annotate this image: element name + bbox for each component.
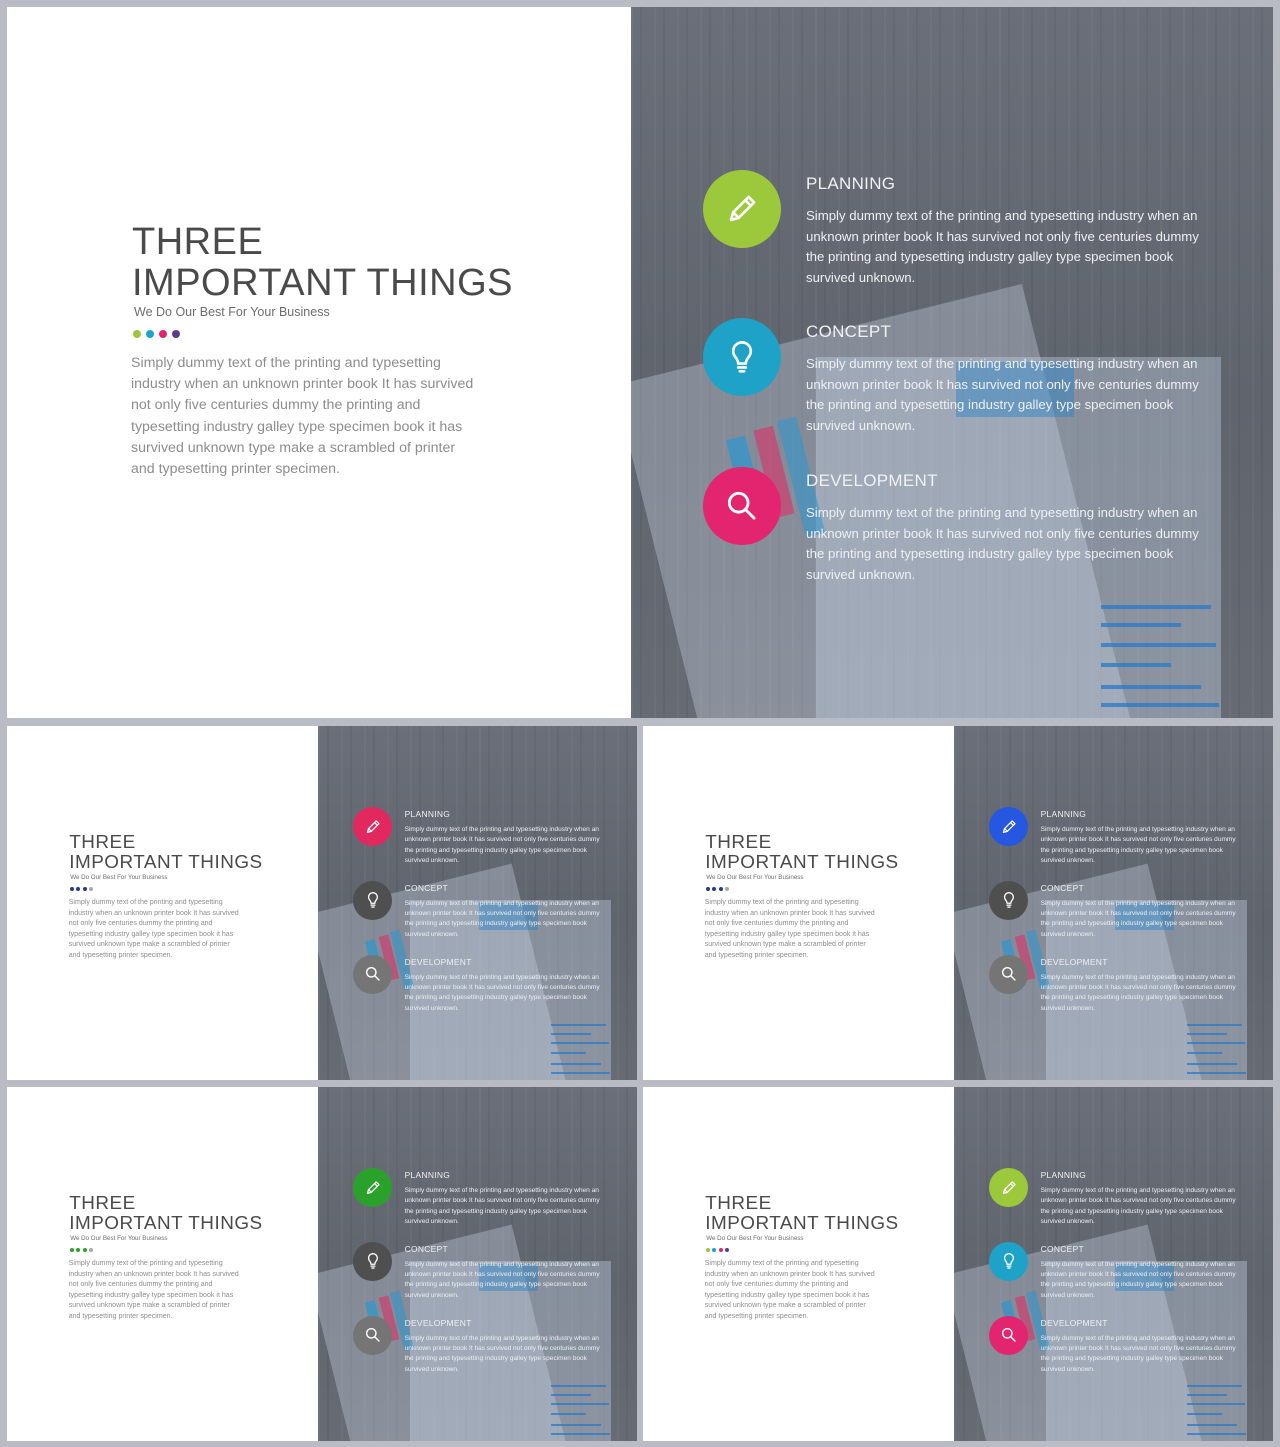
title-line-1: THREE (705, 1192, 772, 1214)
icon-circle (989, 955, 1028, 994)
feature-description: Simply dummy text of the printing and typesetting industry when an unknown printer book It has survived not only five centuries dummy the printing and typesetting industry galley type specimen book survived unknown. (1040, 1187, 1236, 1225)
color-dot (89, 887, 93, 891)
page-title (69, 1194, 262, 1235)
background-photo (631, 7, 1273, 718)
color-dot (76, 887, 80, 891)
search-icon (720, 484, 764, 528)
subtitle: We Do Our Best For Your Business (134, 305, 330, 319)
title-line-1: THREE (132, 221, 264, 263)
icon-circle (989, 1168, 1028, 1207)
feature-item-development (318, 955, 637, 1025)
page-title (132, 222, 513, 304)
icon-circle (703, 318, 781, 396)
feature-title: DEVELOPMENT (1040, 1317, 1108, 1328)
color-dot (146, 330, 154, 338)
feature-title: DEVELOPMENT (1040, 956, 1108, 967)
subtitle: We Do Our Best For Your Business (70, 1235, 168, 1243)
feature-description: Simply dummy text of the printing and typesetting industry when an unknown printer book It has survived not only five centuries dummy the printing and typesetting industry galley type specimen book survived unknown. (404, 1260, 600, 1299)
description: Simply dummy text of the printing and typesetting industry when an unknown printer book It has survived not only five centuries dummy the printing and typesetting industry galley type specimen book it has survived unknown type make a scrambled of printer and typesetting printer specimen. (131, 355, 474, 478)
feature-item-planning (954, 807, 1273, 877)
color-dot (83, 887, 87, 891)
feature-description: Simply dummy text of the printing and typesetting industry when an unknown printer book It has survived not only five centuries dummy the printing and typesetting industry galley type specimen book survived unknown. (1040, 1334, 1236, 1373)
feature-title: CONCEPT (1040, 882, 1084, 893)
description: Simply dummy text of the printing and typesetting industry when an unknown printer book It has survived not only five centuries dummy the printing and typesetting industry galley type specimen book it has survived unknown type make a scrambled of printer and typesetting printer specimen. (704, 1260, 875, 1320)
background-photo (954, 726, 1273, 1080)
icon-circle (353, 955, 392, 994)
feature-title: PLANNING (806, 174, 896, 193)
title-line-2: IMPORTANT THINGS (132, 262, 514, 305)
description: Simply dummy text of the printing and typesetting industry when an unknown printer book It has survived not only five centuries dummy the printing and typesetting industry galley type specimen book it has survived unknown type make a scrambled of printer and typesetting printer specimen. (704, 899, 875, 959)
title-line-2: IMPORTANT THINGS (705, 852, 899, 874)
photo-skill-bar (551, 1433, 610, 1435)
title-line-2: IMPORTANT THINGS (69, 852, 263, 874)
feature-description: Simply dummy text of the printing and typesetting industry when an unknown printer book It has survived not only five centuries dummy the printing and typesetting industry galley type specimen book survived unknown. (404, 899, 600, 938)
photo-skill-bar (551, 1403, 608, 1405)
color-dot (719, 1248, 723, 1252)
photo-skill-bar (551, 1063, 601, 1065)
icon-circle (353, 1316, 392, 1355)
color-dot (725, 1248, 729, 1252)
color-dot (706, 887, 710, 891)
search-icon (362, 963, 384, 985)
photo-skill-bar (551, 1042, 608, 1044)
title-line-1: THREE (705, 831, 772, 853)
feature-description: Simply dummy text of the printing and typesetting industry when an unknown printer book It has survived not only five centuries dummy the printing and typesetting industry galley type specimen book survived unknown. (1040, 899, 1236, 938)
feature-description: Simply dummy text of the printing and typesetting industry when an unknown printer book It has survived not only five centuries dummy the printing and typesetting industry galley type specimen book survived unknown. (1040, 1260, 1236, 1299)
photo-skill-bar (551, 1033, 591, 1035)
photo-skill-bar (551, 1424, 601, 1426)
color-dot (89, 1248, 93, 1252)
photo-skill-bar (551, 1052, 586, 1054)
feature-title: PLANNING (404, 809, 451, 820)
subtitle: We Do Our Best For Your Business (70, 874, 168, 882)
photo-skill-bar (551, 1394, 591, 1396)
feature-title: PLANNING (404, 1170, 451, 1181)
color-dot (70, 887, 74, 891)
title-line-1: THREE (69, 831, 136, 853)
feature-description: Simply dummy text of the printing and typesetting industry when an unknown printer book It has survived not only five centuries dummy the printing and typesetting industry galley type specimen book survived unknown. (806, 356, 1199, 434)
photo-skill-bar (1187, 1394, 1227, 1396)
search-icon (998, 1324, 1020, 1346)
slide (643, 726, 1273, 1080)
feature-item-development (954, 1316, 1273, 1386)
feature-title: CONCEPT (404, 1243, 448, 1254)
icon-circle (703, 467, 781, 545)
subtitle: We Do Our Best For Your Business (706, 874, 804, 882)
photo-skill-bar (1187, 1063, 1237, 1065)
color-dot (706, 1248, 710, 1252)
feature-item-development (954, 955, 1273, 1025)
color-dots (70, 887, 93, 891)
color-dot (712, 1248, 716, 1252)
photo-skill-bar (1101, 643, 1216, 647)
icon-circle (989, 807, 1028, 846)
photo-skill-bar (1101, 685, 1201, 689)
feature-item-planning (318, 807, 637, 877)
subtitle: We Do Our Best For Your Business (706, 1235, 804, 1243)
feature-title: DEVELOPMENT (404, 956, 472, 967)
icon-circle (989, 1316, 1028, 1355)
photo-skill-bar (1187, 1403, 1244, 1405)
photo-skill-bar (551, 1413, 586, 1415)
text-panel (643, 1087, 954, 1441)
feature-description: Simply dummy text of the printing and typesetting industry when an unknown printer book It has survived not only five centuries dummy the printing and typesetting industry galley type specimen book survived unknown. (1040, 973, 1236, 1012)
feature-item-planning (318, 1168, 637, 1238)
icon-circle (353, 807, 392, 846)
search-icon (362, 1324, 384, 1346)
color-dot (83, 1248, 87, 1252)
feature-item-concept (318, 881, 637, 951)
feature-item-concept (318, 1242, 637, 1312)
photo-skill-bar (1101, 663, 1171, 667)
title-line-2: IMPORTANT THINGS (69, 1213, 263, 1235)
icon-circle (989, 881, 1028, 920)
feature-item-development (631, 467, 1273, 607)
pencil-icon (998, 1177, 1020, 1199)
feature-description: Simply dummy text of the printing and typesetting industry when an unknown printer book It has survived not only five centuries dummy the printing and typesetting industry galley type specimen book survived unknown. (404, 1187, 600, 1225)
feature-item-concept (954, 881, 1273, 951)
color-dot (725, 887, 729, 891)
icon-circle (353, 1242, 392, 1281)
photo-skill-bar (1187, 1413, 1222, 1415)
feature-title: PLANNING (1040, 1170, 1087, 1181)
photo-skill-bar (1187, 1042, 1244, 1044)
feature-item-concept (954, 1242, 1273, 1312)
photo-skill-bar (551, 1072, 610, 1074)
icon-circle (353, 881, 392, 920)
feature-description: Simply dummy text of the printing and typesetting industry when an unknown printer book It has survived not only five centuries dummy the printing and typesetting industry galley type specimen book survived unknown. (806, 505, 1199, 583)
color-dot (719, 887, 723, 891)
lightbulb-icon (362, 889, 384, 911)
color-dot (133, 330, 141, 338)
feature-item-concept (631, 318, 1273, 458)
feature-title: PLANNING (1040, 809, 1087, 820)
slide (7, 1087, 637, 1441)
photo-skill-bar (1187, 1072, 1246, 1074)
feature-title: CONCEPT (1040, 1243, 1084, 1254)
photo-skill-bar (1187, 1033, 1227, 1035)
background-photo (318, 1087, 637, 1441)
description: Simply dummy text of the printing and typesetting industry when an unknown printer book It has survived not only five centuries dummy the printing and typesetting industry galley type specimen book it has survived unknown type make a scrambled of printer and typesetting printer specimen. (68, 1260, 239, 1320)
feature-description: Simply dummy text of the printing and typesetting industry when an unknown printer book It has survived not only five centuries dummy the printing and typesetting industry galley type specimen book survived unknown. (404, 973, 600, 1012)
feature-description: Simply dummy text of the printing and typesetting industry when an unknown printer book It has survived not only five centuries dummy the printing and typesetting industry galley type specimen book survived unknown. (1040, 826, 1236, 864)
icon-circle (353, 1168, 392, 1207)
feature-title: DEVELOPMENT (806, 471, 938, 490)
text-panel (643, 726, 954, 1080)
feature-item-development (318, 1316, 637, 1386)
description: Simply dummy text of the printing and typesetting industry when an unknown printer book It has survived not only five centuries dummy the printing and typesetting industry galley type specimen book it has survived unknown type make a scrambled of printer and typesetting printer specimen. (68, 899, 239, 959)
color-dot (712, 887, 716, 891)
color-dot (172, 330, 180, 338)
feature-description: Simply dummy text of the printing and typesetting industry when an unknown printer book It has survived not only five centuries dummy the printing and typesetting industry galley type specimen book survived unknown. (806, 208, 1199, 286)
lightbulb-icon (998, 889, 1020, 911)
slide (643, 1087, 1273, 1441)
page-title (705, 1194, 898, 1235)
photo-skill-bar (1187, 1433, 1246, 1435)
pencil-icon (720, 187, 764, 231)
color-dot (159, 330, 167, 338)
text-panel (7, 7, 631, 718)
color-dots (706, 887, 729, 891)
lightbulb-icon (362, 1250, 384, 1272)
lightbulb-icon (720, 335, 764, 379)
text-panel (7, 726, 318, 1080)
feature-description: Simply dummy text of the printing and typesetting industry when an unknown printer book It has survived not only five centuries dummy the printing and typesetting industry galley type specimen book survived unknown. (404, 826, 600, 864)
page-title (69, 833, 262, 874)
color-dots (133, 330, 180, 338)
lightbulb-icon (998, 1250, 1020, 1272)
text-panel (7, 1087, 318, 1441)
color-dot (70, 1248, 74, 1252)
pencil-icon (362, 816, 384, 838)
background-photo (954, 1087, 1273, 1441)
slide (7, 7, 1273, 718)
photo-skill-bar (1101, 703, 1219, 707)
feature-item-planning (954, 1168, 1273, 1238)
color-dots (706, 1248, 729, 1252)
page-title (705, 833, 898, 874)
pencil-icon (998, 816, 1020, 838)
color-dot (76, 1248, 80, 1252)
title-line-2: IMPORTANT THINGS (705, 1213, 899, 1235)
color-dots (70, 1248, 93, 1252)
background-photo (318, 726, 637, 1080)
icon-circle (989, 1242, 1028, 1281)
icon-circle (703, 170, 781, 248)
feature-description: Simply dummy text of the printing and typesetting industry when an unknown printer book It has survived not only five centuries dummy the printing and typesetting industry galley type specimen book survived unknown. (404, 1334, 600, 1373)
title-line-1: THREE (69, 1192, 136, 1214)
photo-skill-bar (1187, 1052, 1222, 1054)
photo-skill-bar (1101, 623, 1181, 627)
feature-title: CONCEPT (806, 322, 892, 341)
search-icon (998, 963, 1020, 985)
feature-item-planning (631, 170, 1273, 310)
slide (7, 726, 637, 1080)
photo-skill-bar (1187, 1424, 1237, 1426)
feature-title: DEVELOPMENT (404, 1317, 472, 1328)
feature-title: CONCEPT (404, 882, 448, 893)
pencil-icon (362, 1177, 384, 1199)
